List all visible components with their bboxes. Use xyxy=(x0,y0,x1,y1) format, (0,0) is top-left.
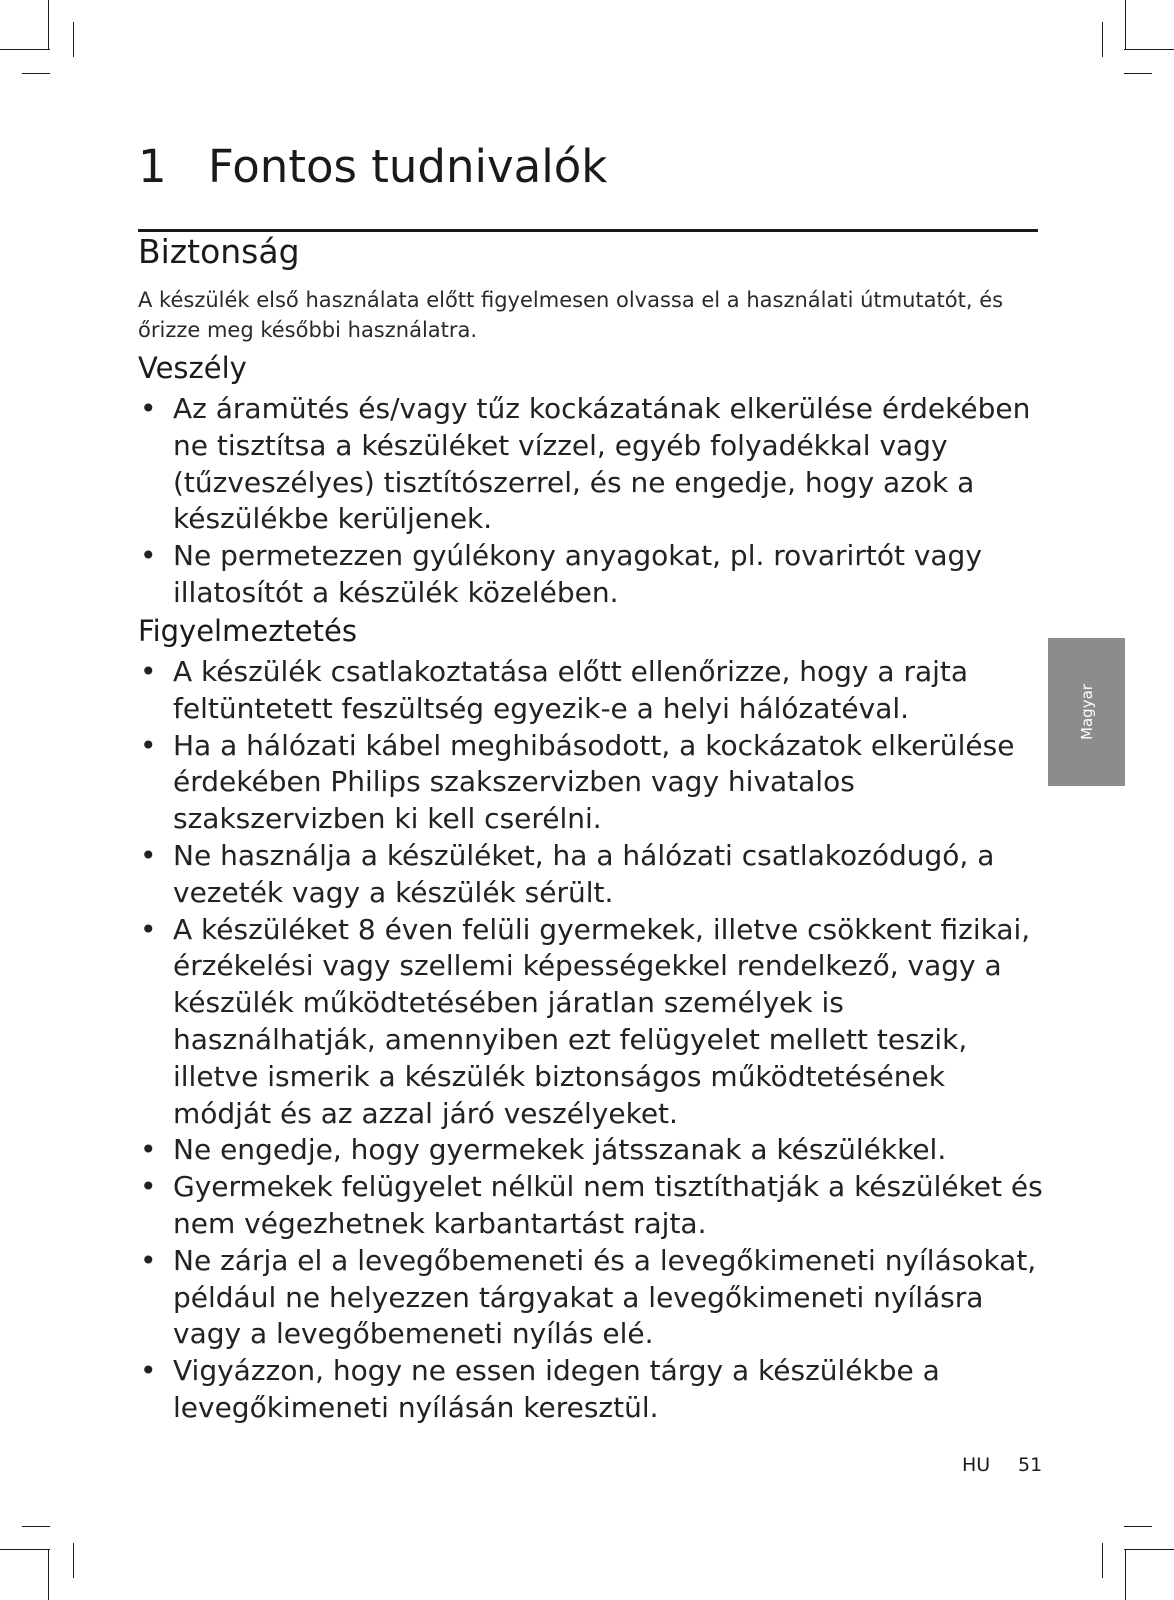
crop-mark xyxy=(0,1549,50,1550)
list-item: • A készülék csatlakoztatása előtt ellenőrizze, hogy a rajta feltüntetett feszültség egyezik-e a helyi hálózatéval. xyxy=(138,654,1043,728)
list-item: • Ne zárja el a levegőbemeneti és a levegőkimeneti nyílásokat, például ne helyezzen tárgyakat a levegőkimeneti nyílásra vagy a levegőbemeneti nyílás elé. xyxy=(138,1243,1043,1353)
danger-list xyxy=(138,391,1043,612)
crop-mark xyxy=(48,1550,49,1600)
crop-mark xyxy=(22,1526,50,1527)
list-item: • Ne permetezzen gyúlékony anyagokat, pl. rovarirtót vagy illatosítót a készülék közelében. xyxy=(138,538,1043,612)
crop-mark xyxy=(73,22,74,57)
warning-list xyxy=(138,654,1043,1427)
crop-mark xyxy=(1102,22,1103,57)
list-item: • Ne engedje, hogy gyermekek játsszanak a készülékkel. xyxy=(138,1132,1043,1169)
list-item: • Ha a hálózati kábel meghibásodott, a kockázatok elkerülése érdekében Philips szakszervizben vagy hivatalos szakszervizben ki kell cserélni. xyxy=(138,728,1043,838)
list-item: • Ne használja a készüléket, ha a hálózati csatlakozódugó, a vezeték vagy a készülék sérült. xyxy=(138,838,1043,912)
danger-heading: Veszély xyxy=(138,351,247,385)
section-intro: A készülék első használata előtt figyelmesen olvassa el a használati útmutatót, és őrizze meg későbbi használatra. xyxy=(138,288,1004,342)
list-item: • Vigyázzon, hogy ne essen idegen tárgy a készülékbe a levegőkimeneti nyílásán keresztül. xyxy=(138,1353,1043,1427)
crop-mark xyxy=(22,73,50,74)
section-title: Biztonság xyxy=(138,232,300,271)
list-item: • Gyermekek felügyelet nélkül nem tisztíthatják a készüléket és nem végezhetnek karbantartást rajta. xyxy=(138,1169,1043,1243)
footer-language: HU xyxy=(962,1454,991,1476)
list-item: • Az áramütés és/vagy tűz kockázatának elkerülése érdekében ne tisztítsa a készüléket vízzel, egyéb folyadékkal vagy (tűzveszélyes) tisztítószerrel, és ne engedje, hogy azok a készülékbe kerüljenek. xyxy=(138,391,1043,538)
crop-mark xyxy=(1125,1550,1126,1600)
crop-mark xyxy=(1124,1549,1174,1550)
crop-mark xyxy=(1124,73,1152,74)
crop-mark xyxy=(1124,49,1174,50)
chapter-number: 1 xyxy=(138,140,167,193)
language-side-tab xyxy=(1048,638,1125,786)
chapter-heading xyxy=(138,140,607,193)
crop-mark xyxy=(73,1543,74,1578)
crop-mark xyxy=(1125,0,1126,50)
page-number: 51 xyxy=(1018,1454,1043,1476)
list-item: • A készüléket 8 éven felüli gyermekek, illetve csökkent fizikai, érzékelési vagy szellemi képességekkel rendelkező, vagy a készülék működtetésében járatlan személyek is használhatják, amennyiben ezt felügyelet mellett teszik, illetve ismerik a készülék biztonságos működtetésének módját és az azzal járó veszélyeket. xyxy=(138,912,1043,1133)
warning-heading: Figyelmeztetés xyxy=(138,614,357,648)
chapter-title: Fontos tudnivalók xyxy=(208,140,608,193)
crop-mark xyxy=(48,0,49,50)
crop-mark xyxy=(0,49,50,50)
crop-mark xyxy=(1102,1543,1103,1578)
crop-mark xyxy=(1124,1526,1152,1527)
side-tab-label: Magyar xyxy=(1077,684,1096,740)
